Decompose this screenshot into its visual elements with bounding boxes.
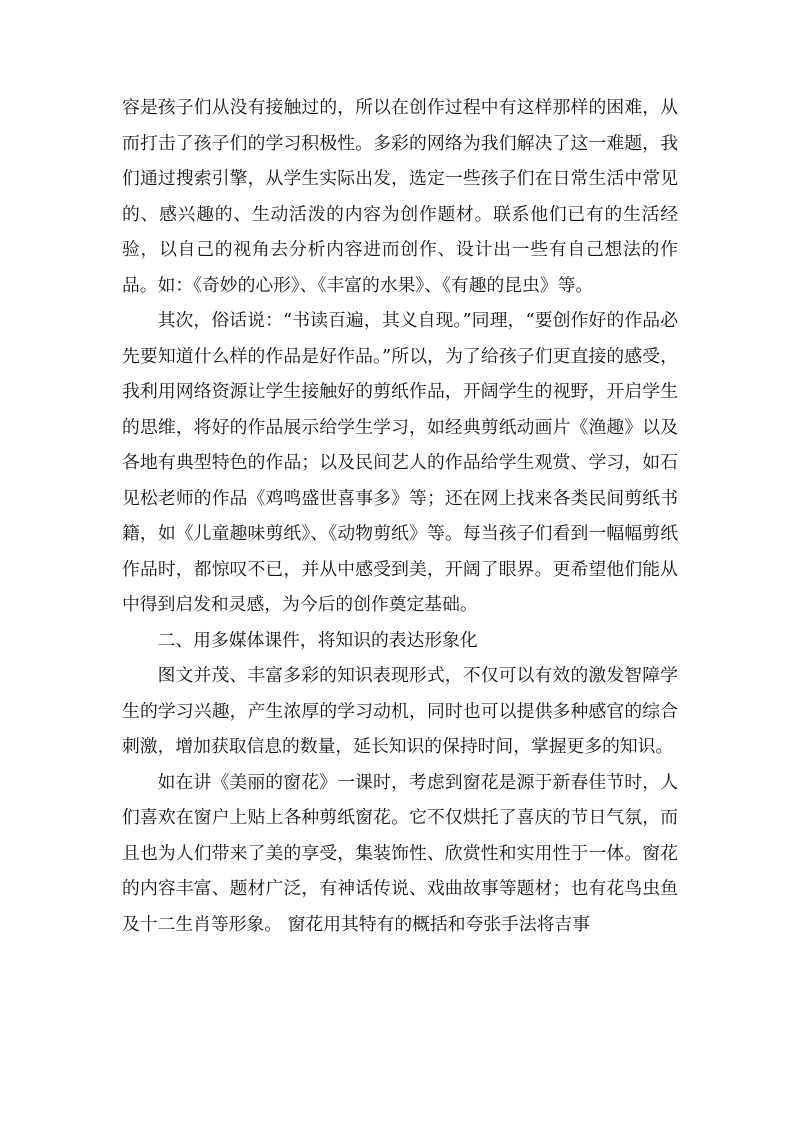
- paragraph-multimedia-benefits: 图文并茂、丰富多彩的知识表现形式，不仅可以有效的激发智障学生的学习兴趣，产生浓厚的学习动机，同时也可以提供多种感官的综合刺激，增加获取信息的数量，延长知识的保持时间，掌握更多的知识。: [122, 665, 678, 757]
- section-heading: 二、用多媒体课件，将知识的表达形象化: [157, 629, 478, 651]
- document-body: [122, 90, 678, 942]
- paragraph-window-flower-example: 如在讲《美丽的窗花》一课时，考虑到窗花是源于新春佳节时，人们喜欢在窗户上贴上各种剪纸窗花。它不仅烘托了喜庆的节日气氛，而且也为人们带来了美的享受，集装饰性、欣赏性和实用性于一体。窗花的内容丰富、题材广泛，有神话传说、戏曲故事等题材；也有花鸟虫鱼及十二生肖等形象。 窗花用其特有的概括和夸张手法将吉事: [122, 771, 678, 935]
- paragraph-continuation: 容是孩子们从没有接触过的，所以在创作过程中有这样那样的困难，从而打击了孩子们的学习积极性。多彩的网络为我们解决了这一难题，我们通过搜索引擎，从学生实际出发，选定一些孩子们在日常生活中常见的、感兴趣的、生动活泼的内容为创作题材。联系他们已有的生活经验，以自己的视角去分析内容进而创作、设计出一些有自己想法的作品。如：《奇妙的心形》、《丰富的水果》、《有趣的昆虫》等。: [122, 97, 678, 296]
- paragraph-network-resources: 其次，俗话说：“书读百遍，其义自现。”同理，“要创作好的作品必先要知道什么样的作品是好作品。”所以，为了给孩子们更直接的感受，我利用网络资源让学生接触好的剪纸作品，开阔学生的视野，开启学生的思维，将好的作品展示给学生学习，如经典剪纸动画片《渔趣》以及各地有典型特色的作品；以及民间艺人的作品给学生观赏、学习，如石见松老师的作品《鸡鸣盛世喜事多》等；还在网上找来各类民间剪纸书籍，如《儿童趣味剪纸》、《动物剪纸》等。每当孩子们看到一幅幅剪纸作品时，都惊叹不已，并从中感受到美，开阔了眼界。更希望他们能从中得到启发和灵感，为今后的创作奠定基础。: [122, 310, 678, 615]
